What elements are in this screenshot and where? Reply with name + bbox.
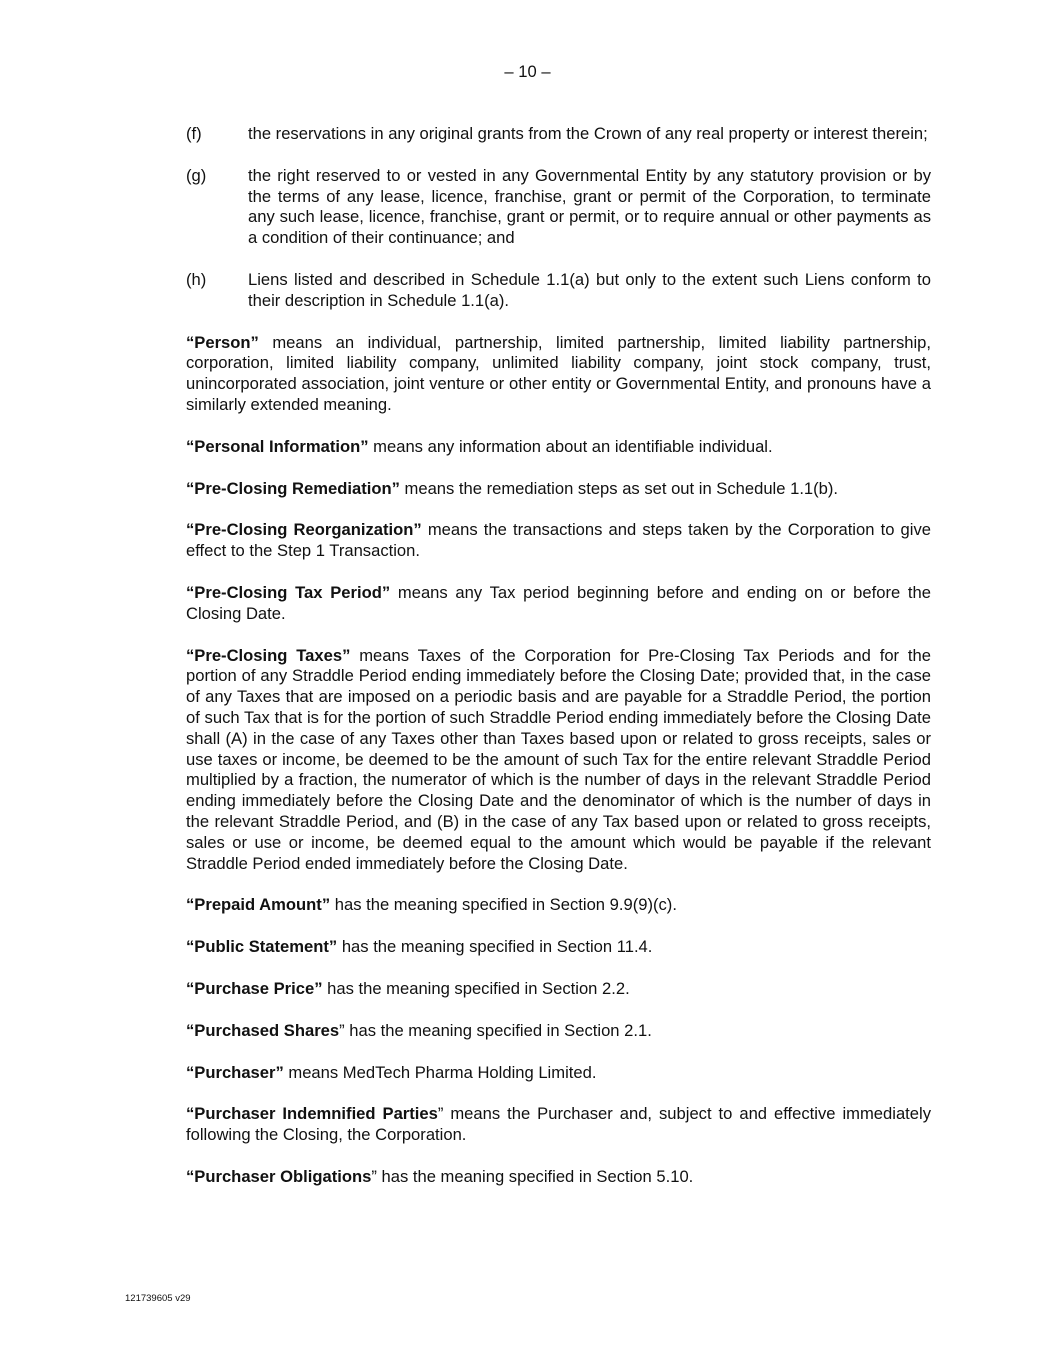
list-item: [186, 124, 931, 145]
term-quote-tail: ”: [371, 1166, 377, 1186]
defined-term: “Personal Information”: [186, 436, 369, 456]
definition-text: means an individual, partnership, limited partnership, limited liability partnership, corporation, limited liability company, unlimited liability company, joint stock company, trust, unincorporated association, joint venture or other entity or Governmental Entity, and pronouns have a similarly extended meaning.: [186, 332, 931, 414]
list-item-text: the right reserved to or vested in any Governmental Entity by any statutory provision or by the terms of any lease, licence, franchise, grant or permit of the Corporation, to terminate any such lease, licence, franchise, grant or permit, or to require annual or other payments as a condition of their continuance; and: [248, 165, 931, 248]
list-item-label: (f): [186, 124, 202, 143]
definition-text: has the meaning specified in Section 2.2.: [322, 978, 630, 998]
list-item: [186, 270, 931, 312]
term-quote-tail: ”: [437, 1104, 444, 1124]
definition-purchaser-indemnified-parties: [186, 1104, 931, 1146]
definition-pre-closing-tax-period: [186, 583, 931, 625]
list-item-label: (h): [186, 269, 207, 289]
defined-term: “Prepaid Amount”: [186, 895, 331, 915]
defined-term: “Pre-Closing Remediation”: [186, 478, 400, 498]
definition-text: means Taxes of the Corporation for Pre-Closing Tax Periods and for the portion of any Straddle Period ending immediately before the Closing Date; provided that, in the case of any Taxes that are imposed on a periodic basis and are payable for a Straddle Period, the portion of such Tax that is for the portion of such Straddle Period ending immediately before the Closing Date shall (A) in the case of any Taxes other than Taxes based upon or related to gross receipts, sales or use taxes or income, be deemed to be the amount of such Tax for the entire relevant Straddle Period multiplied by a fraction, the numerator of which is the number of days in the relevant Straddle Period ending immediately before the Closing Date and the denominator of which is the number of days in the relevant Straddle Period, and (B) in the case of any Tax based upon or related to gross receipts, sales or use or income, be deemed equal to the amount which would be payable if the relevant Straddle Period ended immediately before the Closing Date.: [186, 645, 931, 873]
defined-term: “Person”: [186, 332, 259, 352]
defined-term: “Purchaser”: [186, 1062, 284, 1082]
definition-purchaser-obligations: [186, 1167, 931, 1188]
definition-purchase-price: [186, 979, 931, 1000]
definition-text: has the meaning specified in Section 9.9(9)(c).: [330, 895, 677, 915]
list-item-label: (g): [186, 165, 207, 185]
definition-pre-closing-taxes: [186, 646, 931, 875]
definition-pre-closing-remediation: [186, 479, 931, 500]
definition-person: [186, 333, 931, 416]
definition-text: means the transactions and steps taken by the Corporation to give effect to the Step 1 Transaction.: [186, 520, 931, 561]
list-item: [186, 166, 931, 249]
definition-text: means MedTech Pharma Holding Limited.: [283, 1062, 597, 1082]
definition-text: means the remediation steps as set out in Schedule 1.1(b).: [399, 478, 839, 498]
defined-term: “Pre-Closing Reorganization”: [186, 520, 422, 540]
definition-purchased-shares: [186, 1021, 931, 1042]
defined-term: “Public Statement”: [186, 937, 338, 957]
definition-pre-closing-reorganization: [186, 520, 931, 562]
defined-term: “Purchase Price”: [186, 978, 323, 998]
defined-term: “Purchaser Indemnified Parties: [186, 1104, 438, 1124]
definition-public-statement: [186, 937, 931, 958]
document-id-footer: 121739605 v29: [125, 1293, 191, 1304]
page-number: – 10 –: [504, 62, 551, 81]
definition-text: has the meaning specified in Section 5.10.: [376, 1166, 694, 1186]
term-quote-tail: ”: [339, 1020, 345, 1040]
defined-term: “Pre-Closing Taxes”: [186, 645, 351, 665]
definition-text: means any information about an identifiable individual.: [368, 436, 773, 456]
document-body: [186, 124, 931, 1209]
definition-prepaid-amount: [186, 895, 931, 916]
definition-personal-information: [186, 437, 931, 458]
defined-term: “Purchaser Obligations: [186, 1166, 372, 1186]
definition-text: means the Purchaser and, subject to and effective immediately following the Closing, the Corporation.: [186, 1104, 931, 1145]
definition-text: means any Tax period beginning before and ending on or before the Closing Date.: [186, 582, 931, 623]
definition-purchaser: [186, 1063, 931, 1084]
definition-text: has the meaning specified in Section 2.1.: [344, 1020, 652, 1040]
defined-term: “Pre-Closing Tax Period”: [186, 582, 391, 602]
list-item-text: the reservations in any original grants from the Crown of any real property or interest therein;: [248, 124, 928, 143]
list-item-text: Liens listed and described in Schedule 1.1(a) but only to the extent such Liens conform to their description in Schedule 1.1(a).: [248, 269, 931, 310]
defined-term: “Purchased Shares: [186, 1020, 340, 1040]
definition-text: has the meaning specified in Section 11.4.: [337, 937, 653, 957]
